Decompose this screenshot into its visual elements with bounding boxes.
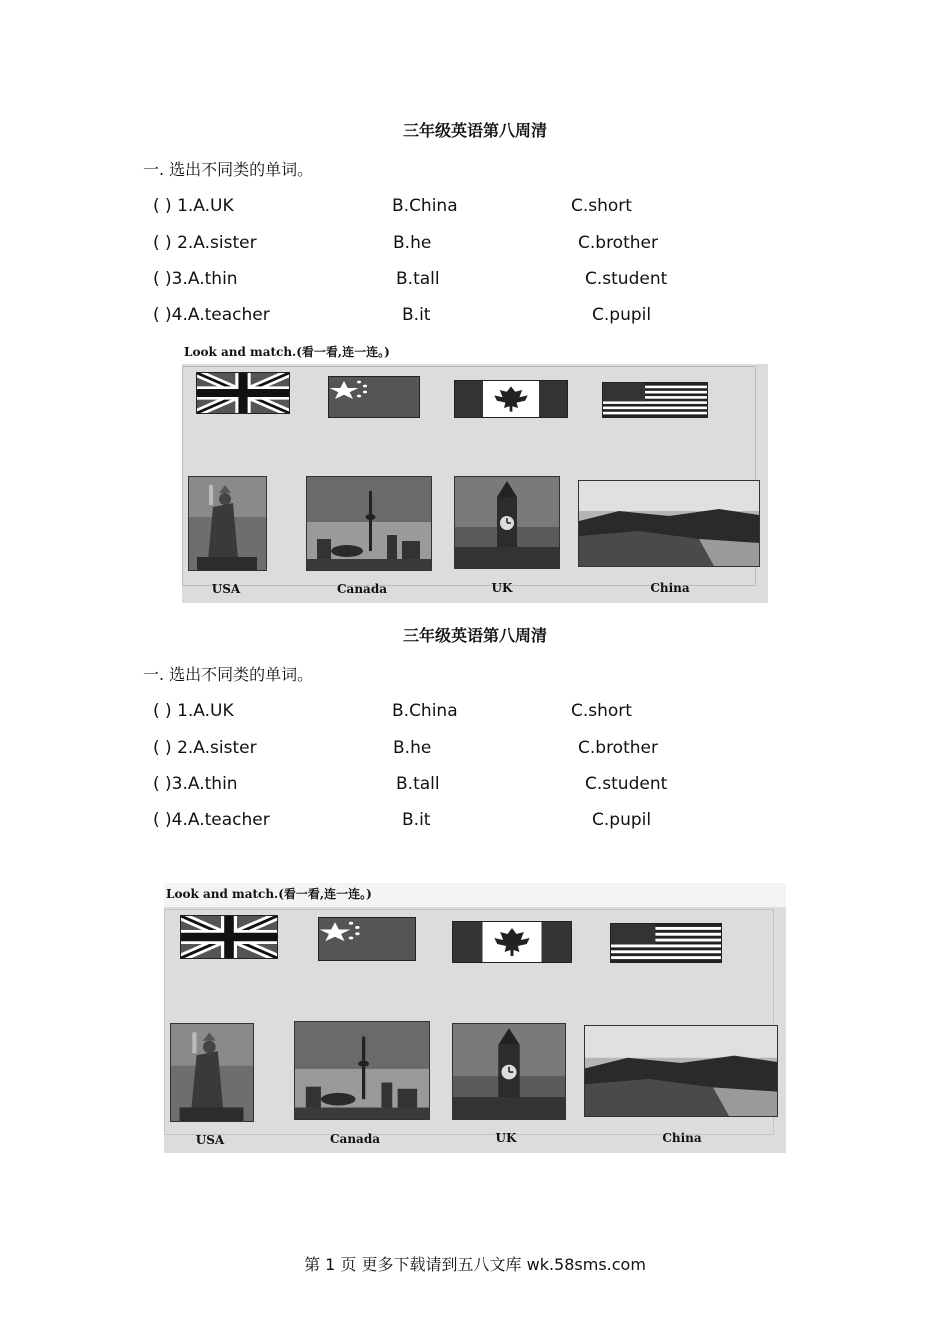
caption-china: China	[662, 1131, 702, 1145]
usa-flag-icon	[610, 923, 722, 963]
option-b: B.China	[392, 701, 458, 721]
worksheet-title: 三年级英语第八周清	[402, 121, 547, 140]
caption-china: China	[650, 581, 690, 595]
china-flag-icon	[318, 917, 416, 961]
option-c: C.student	[585, 774, 668, 794]
panel-heading: Look and match.(看一看,连一连。)	[166, 887, 372, 901]
option-b: B.tall	[396, 269, 440, 289]
statue-of-liberty-photo	[170, 1023, 254, 1122]
caption-usa: USA	[211, 582, 241, 596]
page-footer: 第 1 页 更多下载请到五八文库 wk.58sms.com	[304, 1255, 646, 1274]
question-number: ( )3.A.thin	[153, 269, 238, 289]
toronto-skyline-photo	[306, 476, 432, 571]
section-heading: 一. 选出不同类的单词。	[143, 160, 314, 179]
option-c: C.brother	[578, 233, 658, 253]
option-b: B.it	[402, 810, 431, 830]
canada-flag-icon	[454, 380, 568, 418]
option-c: C.pupil	[592, 305, 652, 325]
question-number: ( ) 1.A.UK	[153, 701, 234, 721]
option-c: C.short	[571, 196, 632, 216]
question-number: ( ) 2.A.sister	[153, 738, 257, 758]
look-and-match-image	[164, 883, 786, 1153]
caption-uk: UK	[495, 1131, 517, 1145]
option-c: C.brother	[578, 738, 658, 758]
big-ben-photo	[454, 476, 560, 569]
question-number: ( )4.A.teacher	[153, 305, 270, 325]
option-b: B.it	[402, 305, 431, 325]
question-number: ( ) 2.A.sister	[153, 233, 257, 253]
big-ben-photo	[452, 1023, 566, 1120]
great-wall-photo	[578, 480, 760, 567]
uk-flag-icon	[180, 915, 278, 959]
option-b: B.tall	[396, 774, 440, 794]
china-flag-icon	[328, 376, 420, 418]
option-c: C.short	[571, 701, 632, 721]
uk-flag-icon	[196, 372, 290, 414]
option-b: B.he	[393, 738, 432, 758]
option-b: B.he	[393, 233, 432, 253]
option-b: B.China	[392, 196, 458, 216]
question-number: ( )3.A.thin	[153, 774, 238, 794]
option-c: C.student	[585, 269, 668, 289]
section-heading: 一. 选出不同类的单词。	[143, 665, 314, 684]
caption-canada: Canada	[337, 582, 387, 596]
toronto-skyline-photo	[294, 1021, 430, 1120]
caption-canada: Canada	[330, 1132, 380, 1146]
question-number: ( )4.A.teacher	[153, 810, 270, 830]
caption-usa: USA	[195, 1133, 225, 1147]
usa-flag-icon	[602, 382, 708, 418]
option-c: C.pupil	[592, 810, 652, 830]
statue-of-liberty-photo	[188, 476, 267, 571]
question-number: ( ) 1.A.UK	[153, 196, 234, 216]
look-and-match-image	[182, 340, 768, 603]
great-wall-photo	[584, 1025, 778, 1117]
worksheet-title: 三年级英语第八周清	[402, 626, 547, 645]
canada-flag-icon	[452, 921, 572, 963]
panel-heading: Look and match.(看一看,连一连。)	[184, 345, 390, 359]
caption-uk: UK	[491, 581, 513, 595]
